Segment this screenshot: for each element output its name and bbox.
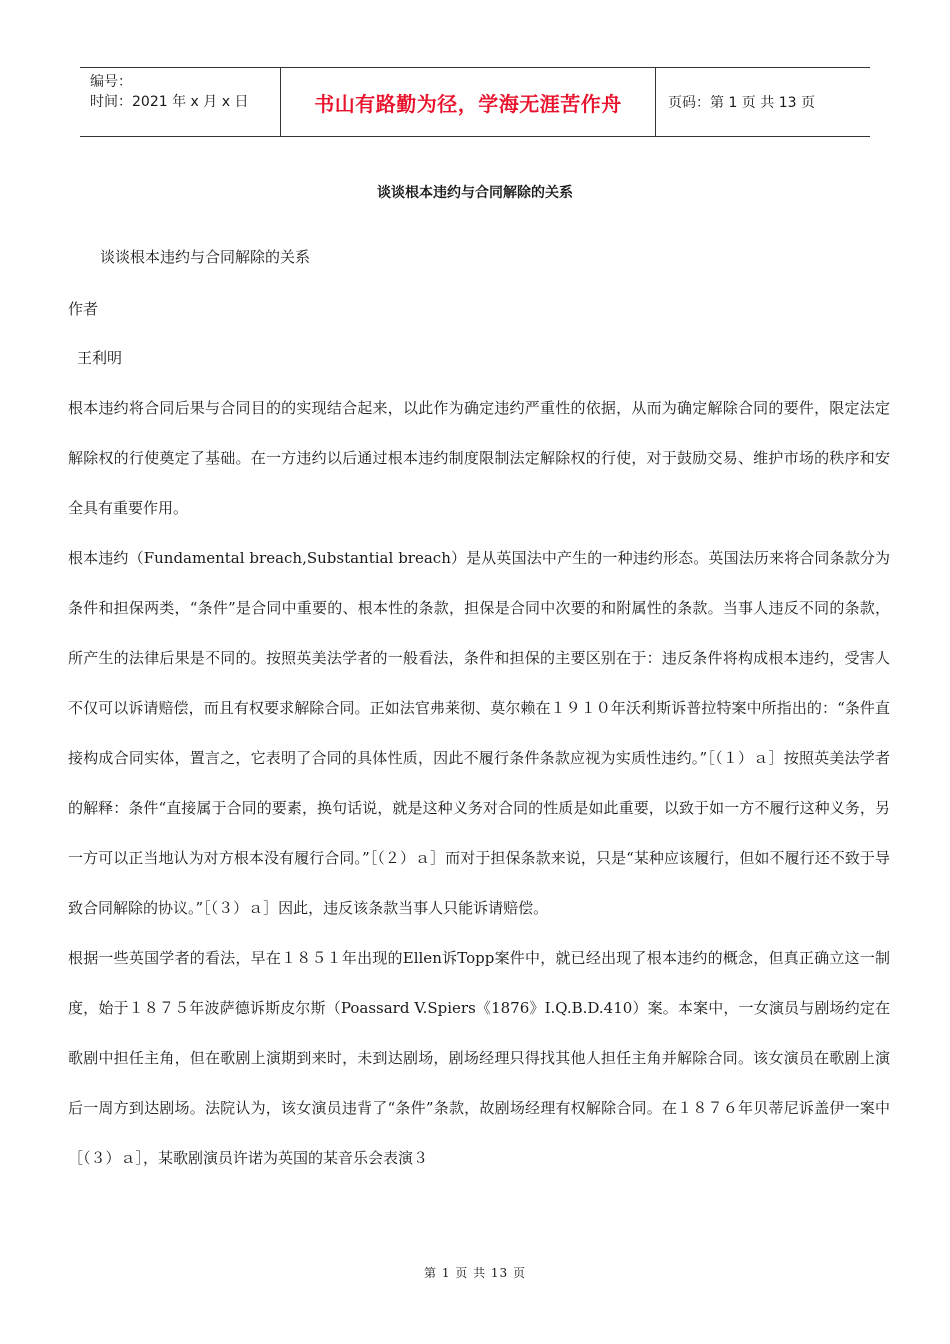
document-date-label: 时间：2021 年 x 月 x 日: [90, 94, 249, 110]
header-meta: [80, 68, 280, 136]
document-subtitle: 谈谈根本违约与合同解除的关系: [100, 248, 311, 266]
author-label: 作者: [68, 300, 99, 318]
paragraph: 根据一些英国学者的看法，早在１８５１年出现的Ellen诉Topp案件中，就已经出现了根本违约的概念，但真正确立这一制度，始于１８７５年波萨德诉斯皮尔斯（Poassard V.Spiers《1876》I.Q.B.D.410）案。本案中，一女演员与剧场约定在歌剧中担任主角，但在歌剧上演期到来时，未到达剧场，剧场经理只得找其他人担任主角并解除合同。该女演员在歌剧上演后一周方到达剧场。法院认为，该女演员违背了“条件”条款，故剧场经理有权解除合同。在１８７６年贝蒂尼诉盖伊一案中［（３）ａ］，某歌剧演员许诺为英国的某音乐会表演３: [68, 949, 890, 1167]
author-name: 王利明: [77, 349, 123, 367]
page-header: [80, 67, 870, 137]
paragraph: 根本违约将合同后果与合同目的的实现结合起来，以此作为确定违约严重性的依据，从而为确定解除合同的要件，限定法定解除权的行使奠定了基础。在一方违约以后通过根本违约制度限制法定解除权的行使，对于鼓励交易、维护市场的秩序和安全具有重要作用。: [68, 399, 890, 517]
paragraph: 根本违约（Fundamental breach,Substantial breach）是从英国法中产生的一种违约形态。英国法历来将合同条款分为条件和担保两类，“条件”是合同中重要的、根本性的条款，担保是合同中次要的和附属性的条款。当事人违反不同的条款，所产生的法律后果是不同的。按照英美法学者的一般看法，条件和担保的主要区别在于：违反条件将构成根本违约，受害人不仅可以诉请赔偿，而且有权要求解除合同。正如法官弗莱彻、莫尔赖在１９１０年沃利斯诉普拉特案中所指出的：“条件直接构成合同实体，置言之，它表明了合同的具体性质，因此不履行条件条款应视为实质性违约。”［（１）ａ］按照英美法学者的解释：条件“直接属于合同的要素，换句话说，就是这种义务对合同的性质是如此重要，以致于如一方不履行这种义务，另一方可以正当地认为对方根本没有履行合同。”［（２）ａ］而对于担保条款来说，只是“某种应该履行，但如不履行还不致于导致合同解除的协议。”［（３）ａ］因此，违反该条款当事人只能诉请赔偿。: [68, 549, 890, 917]
page-footer: 第 1 页 共 13 页: [424, 1266, 526, 1280]
document-number-label: 编号：: [90, 74, 132, 90]
body-text: [68, 383, 890, 1183]
header-page-info: 页码：第 1 页 共 13 页: [668, 95, 815, 111]
document-title: 谈谈根本违约与合同解除的关系: [377, 185, 573, 201]
header-motto: 书山有路勤为径，学海无涯苦作舟: [280, 68, 656, 136]
